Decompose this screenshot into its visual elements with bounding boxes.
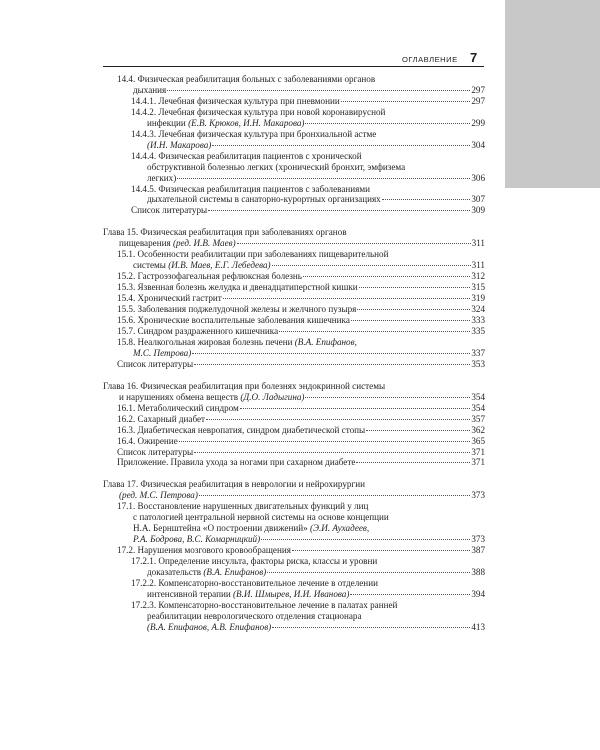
toc-entry-title: обструктивной болезнью легких (хронический бронхит, эмфизема [147,161,406,172]
toc-page-number[interactable]: 304 [471,139,485,150]
toc-entry-text [131,205,207,216]
toc-entry-title: с патологией центральной нервной системы на основе концепции [133,512,389,523]
toc-entry-last-line [117,293,485,304]
toc-entry[interactable] [117,359,485,370]
toc-entry-title: 15.7. Синдром раздраженного кишечника [117,325,279,336]
toc-entry-last-line [117,359,485,370]
toc-entry-title: Глава 15. Физическая реабилитация при заболеваниях органов [103,227,347,238]
toc-page-number[interactable]: 388 [471,567,485,578]
chapter-thumb-tab [505,0,600,188]
toc-entry-last-line [117,545,485,556]
toc-page-number[interactable]: 333 [471,315,485,326]
toc-entry-title: легких) [147,172,177,183]
toc-page-number[interactable]: 319 [471,293,485,304]
toc-entry[interactable] [117,436,485,447]
toc-entry-text [131,184,485,195]
toc-entry-title: интенсивной терапии [147,588,231,599]
toc-entry-title: дыхания [133,84,167,95]
toc-chapter-entry[interactable] [103,479,485,501]
toc-entry[interactable] [117,425,485,436]
toc-entry-text [117,425,365,436]
toc-entry[interactable] [117,315,485,326]
leader-dots [194,452,470,453]
toc-entry[interactable] [117,337,485,359]
toc-page-number[interactable]: 297 [471,84,485,95]
toc-page-number[interactable]: 337 [471,347,485,358]
toc-page-number[interactable]: 354 [471,402,485,413]
toc-entry-text [117,457,355,468]
toc-entry[interactable] [131,96,485,107]
leader-dots [223,298,471,299]
toc-entry-title: 17.2. Нарушения мозгового кровообращения [117,545,291,556]
toc-entry-last-line [131,96,485,107]
toc-entry-text [117,293,222,304]
toc-entry-title: 15.1. Особенности реабилитации при заболеваниях пищеварительной [117,249,389,260]
leader-dots [356,462,470,463]
leader-dots [366,430,470,431]
toc-entry[interactable] [131,600,485,633]
toc-entry-text [131,578,485,589]
toc-entry-title: 16.2. Сахарный диабет [117,413,206,424]
toc-entry-title: 14.4.4. Физическая реабилитация пациентов с хронической [131,150,362,161]
toc-entry-text [131,151,485,162]
toc-entry[interactable] [117,249,485,271]
toc-page-number[interactable]: 387 [471,545,485,556]
toc-entry-title: Список литературы [131,205,208,216]
toc-entry-last-line [117,85,485,96]
leader-dots [261,539,470,540]
toc-entry-last-line [103,392,485,403]
leader-dots [341,101,471,102]
leader-dots [237,243,471,244]
leader-dots [305,123,470,124]
toc-page-number[interactable]: 312 [471,271,485,282]
leader-dots [359,287,471,288]
toc-entry-text [117,337,485,348]
toc-entry-text [117,359,193,370]
toc-entry[interactable] [117,271,485,282]
toc-entry-text [119,238,236,249]
toc-entry-text [131,611,485,622]
toc-entry-text [133,85,166,96]
toc-entry-last-line [131,589,485,600]
toc-entry-authors: (Э.И. Аухадеев, [309,523,370,534]
toc-entry-title: инфекции [147,117,186,128]
toc-entry-last-line [131,205,485,216]
toc-entry-title: 16.1. Метаболический синдром [117,402,239,413]
toc-entry[interactable] [117,501,485,545]
toc-entry-text [133,348,191,359]
toc-page-number[interactable]: 353 [471,358,485,369]
toc-entry[interactable] [117,545,485,556]
toc-entry-last-line [117,348,485,359]
leader-dots [192,353,470,354]
toc-entry-last-line [103,238,485,249]
toc-entry-last-line [131,622,485,633]
toc-page-number[interactable]: 413 [471,621,485,632]
toc-entry-last-line [131,194,485,205]
toc-entry-text [117,304,356,315]
toc-entry-title: 15.4. Хронический гастрит [117,293,222,304]
toc-entry-last-line [117,414,485,425]
toc-entry[interactable] [131,151,485,184]
header-rule [103,66,484,67]
toc-entry-title: дыхательной системы в санаторно-курортных организациях [147,194,381,205]
toc-entry-title: 15.5. Заболевания поджелудочной железы и желчного пузыря [117,304,357,315]
toc-entry[interactable] [117,304,485,315]
toc-entry-text [131,96,340,107]
toc-entry-text [117,403,239,414]
toc-page-number[interactable]: 371 [471,457,485,468]
toc-entry-title: Список литературы [117,358,194,369]
toc-entry-text [131,107,485,118]
toc-entry-last-line [117,534,485,545]
leader-dots [179,441,471,442]
toc-entry[interactable] [117,282,485,293]
toc-page-number[interactable]: 306 [471,172,485,183]
toc-entry-authors: (Е.В. Крюков, И.Н. Макарова) [188,117,305,128]
section-gap [103,468,485,479]
toc-entry[interactable] [117,293,485,304]
toc-entry-authors: Р.А. Бодрова, В.С. Комарницкий) [133,534,261,545]
leader-dots [206,419,470,420]
toc-entry-text [117,501,485,512]
toc-entry-title: Приложение. Правила ухода за ногами при сахарном диабете [117,457,356,468]
leader-dots [199,495,470,496]
toc-entry-title: 16.3. Диабетическая невропатия, синдром диабетической стопы [117,424,366,435]
toc-entry-last-line [117,315,485,326]
toc-entry-title: 17.2.1. Определение инсульта, факторы риска, классы и уровни [131,556,378,567]
toc-entry-text [131,129,485,140]
leader-dots [272,627,470,628]
toc-entry-text [117,249,485,260]
toc-entry[interactable] [117,74,485,96]
leader-dots [267,572,470,573]
toc-page-number[interactable]: 299 [471,117,485,128]
toc-entry-title: 15.3. Язвенная болезнь желудка и двенадцатиперстной кишки [117,282,358,293]
toc-page-number[interactable]: 354 [471,391,485,402]
toc-entry-title: 15.2. Гастроэзофагеальная рефлюксная болезнь [117,271,302,282]
toc-entry-last-line [117,282,485,293]
toc-entry-last-line [117,457,485,468]
toc-page-number[interactable]: 309 [471,205,485,216]
toc-entry-text [119,490,198,501]
leader-dots [272,265,471,266]
toc-entry-text [117,512,485,523]
toc-entry[interactable] [117,403,485,414]
toc-entry-title: Глава 17. Физическая реабилитация в неврологии и нейрохирургии [103,479,365,490]
toc-entry[interactable] [117,414,485,425]
leader-dots [292,550,470,551]
toc-entry-title: реабилитации неврологического отделения стационара [147,610,362,621]
toc-page-number[interactable]: 311 [471,238,485,249]
toc-entry[interactable] [117,326,485,337]
toc-entry[interactable] [131,556,485,578]
toc-page-number[interactable]: 373 [471,490,485,501]
toc-entry-title: Список литературы [117,446,194,457]
toc-entry-last-line [117,304,485,315]
toc-page-number[interactable]: 297 [471,95,485,106]
toc-entry-text [147,589,349,600]
toc-entry-title: пищеварения [119,238,171,249]
toc-entry[interactable] [117,447,485,458]
toc-entry-last-line [117,425,485,436]
toc-entry[interactable] [117,457,485,468]
toc-entry-authors: (В.А. Епифанов, [294,336,357,347]
toc-entry-text [147,194,381,205]
toc-page-number[interactable]: 373 [471,534,485,545]
toc-entry[interactable] [131,578,485,600]
toc-chapter-entry[interactable] [103,227,485,249]
table-of-contents [103,74,485,633]
leader-dots [305,397,470,398]
toc-entry-text [117,447,193,458]
toc-entry-last-line [117,403,485,414]
toc-page-number[interactable]: 371 [471,446,485,457]
leader-dots [382,199,471,200]
toc-entry-authors: (ред. И.В. Маев) [172,238,236,249]
toc-entry-authors: (И.Н. Макарова) [147,139,212,150]
toc-entry-last-line [117,447,485,458]
toc-entry-title: Н.А. Бернштейна «О построении движений» [133,523,308,534]
toc-entry-text [117,545,291,556]
toc-entry-authors: (В.И. Шмырев, И.И. Иванова) [233,588,350,599]
running-head-title: ОГЛАВЛЕНИЕ [402,55,458,64]
leader-dots [194,364,470,365]
toc-entry-title: доказательств [147,567,202,578]
toc-entry-text [147,140,211,151]
toc-entry-text [117,414,205,425]
toc-entry-last-line [131,173,485,184]
toc-page-number[interactable]: 357 [471,413,485,424]
toc-entry-last-line [117,436,485,447]
toc-entry-last-line [131,118,485,129]
toc-entry-text [103,381,485,392]
toc-entry[interactable] [131,107,485,129]
leader-dots [177,178,470,179]
toc-page-number[interactable]: 394 [471,588,485,599]
leader-dots [279,331,470,332]
toc-entry[interactable] [131,184,485,206]
toc-entry-title: 15.6. Хронические воспалительные заболевания кишечника [117,315,350,326]
toc-entry-text [131,162,485,173]
toc-entry-title: 14.4.5. Физическая реабилитация пациентов с заболеваниями [131,183,371,194]
toc-entry-text [117,326,278,337]
toc-entry-title: 14.4.2. Лечебная физическая культура при новой коронавирусной [131,106,386,117]
toc-page-number[interactable]: 315 [471,282,485,293]
leader-dots [240,408,470,409]
toc-entry-title: 14.4.3. Лечебная физическая культура при бронхиальной астме [131,128,377,139]
toc-page-number[interactable]: 311 [471,260,485,271]
toc-chapter-entry[interactable] [103,381,485,403]
toc-entry-text [131,556,485,567]
toc-entry-title: 14.4.1. Лечебная физическая культура при пневмонии [131,95,340,106]
toc-page-number[interactable]: 335 [471,325,485,336]
toc-entry-authors: (В.А. Епифанов) [203,567,267,578]
toc-entry-text [117,315,350,326]
leader-dots [357,309,470,310]
toc-entry-text [147,118,304,129]
toc-entry-title: системы [133,260,166,271]
toc-page-number[interactable]: 324 [471,304,485,315]
toc-entry-text [103,479,485,490]
leader-dots [208,210,470,211]
toc-entry-authors: (Д.О. Ладыгина) [240,391,305,402]
toc-page-number[interactable]: 362 [471,424,485,435]
toc-entry-last-line [117,260,485,271]
toc-entry-title: 17.2.3. Компенсаторно-восстановительное лечение в палатах ранней [131,599,398,610]
section-gap [103,370,485,381]
toc-entry-authors: (И.В. Маев, Е.Г. Лебедева) [168,260,271,271]
toc-entry-text [147,622,271,633]
toc-entry-last-line [131,140,485,151]
toc-entry-text [117,271,302,282]
toc-entry-text [117,436,178,447]
toc-entry-last-line [117,326,485,337]
toc-entry-last-line [103,490,485,501]
leader-dots [351,320,470,321]
toc-entry-text [117,523,485,534]
toc-entry-title: 17.1. Восстановление нарушенных двигательных функций у лиц [117,501,369,512]
toc-entry[interactable] [131,205,485,216]
leader-dots [212,145,470,146]
toc-entry-text [117,282,358,293]
section-gap [103,216,485,227]
toc-entry-text [147,567,266,578]
toc-page-number[interactable]: 365 [471,435,485,446]
toc-entry-authors: (В.А. Епифанов, А.В. Епифанов) [147,621,272,632]
toc-entry-text [133,534,260,545]
toc-entry-text [133,260,271,271]
toc-entry-title: 17.2.2. Компенсаторно-восстановительное лечение в отделении [131,577,378,588]
toc-page-number[interactable]: 307 [471,194,485,205]
toc-entry-title: и нарушениях обмена веществ [119,391,239,402]
toc-entry-text [131,600,485,611]
toc-entry-last-line [117,271,485,282]
toc-entry-text [117,74,485,85]
toc-entry-text [103,227,485,238]
page-number: 7 [470,50,478,65]
toc-entry-title: Глава 16. Физическая реабилитация при болезнях эндокринной системы [103,380,386,391]
toc-entry-last-line [131,567,485,578]
toc-entry-title: 16.4. Ожирение [117,435,178,446]
toc-entry-authors: (ред. М.С. Петрова) [119,490,198,501]
leader-dots [167,90,470,91]
toc-entry[interactable] [131,129,485,151]
toc-entry-text [119,392,304,403]
toc-entry-title: 15.8. Неалкогольная жировая болезнь печени [117,336,293,347]
leader-dots [303,276,470,277]
leader-dots [350,594,470,595]
toc-entry-title: 14.4. Физическая реабилитация больных с заболеваниями органов [117,74,376,84]
toc-entry-text [147,173,176,184]
toc-entry-authors: М.С. Петрова) [133,347,192,358]
